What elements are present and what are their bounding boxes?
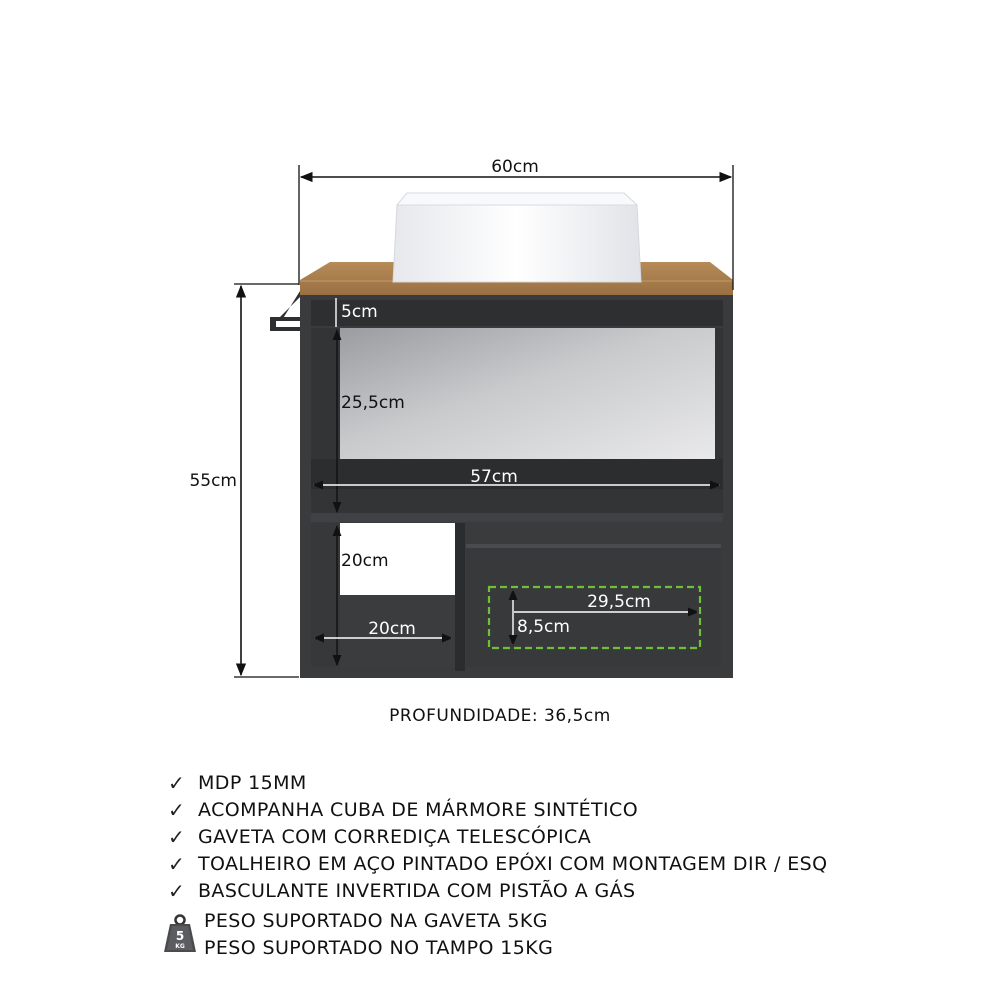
spec-text: BASCULANTE INVERTIDA COM PISTÃO A GÁS — [198, 880, 636, 902]
drawer-width-label: 29,5cm — [587, 592, 651, 612]
weight-spec-top: PESO SUPORTADO NO TAMPO 15KG — [204, 937, 554, 959]
spec-item — [168, 878, 827, 905]
checkmark-icon: ✓ — [168, 771, 186, 795]
niche-height-label: 25,5cm — [341, 393, 405, 413]
sink-basin — [393, 193, 641, 282]
weight-icon — [163, 914, 197, 954]
weight-icon-unit: KG — [175, 943, 185, 950]
checkmark-icon: ✓ — [168, 879, 186, 903]
spec-list — [168, 770, 827, 905]
spec-item — [168, 797, 827, 824]
drawer-height-label: 8,5cm — [517, 617, 570, 637]
side-niche-width-label: 20cm — [368, 619, 416, 639]
side-niche-height-label: 20cm — [341, 551, 389, 571]
weight-spec-drawer: PESO SUPORTADO NA GAVETA 5KG — [204, 910, 548, 932]
spec-text: ACOMPANHA CUBA DE MÁRMORE SINTÉTICO — [198, 799, 639, 821]
towel-bar — [270, 291, 300, 331]
checkmark-icon: ✓ — [168, 852, 186, 876]
weight-specs — [204, 908, 553, 962]
height-label: 55cm — [189, 471, 237, 491]
depth-caption: PROFUNDIDADE: 36,5cm — [389, 706, 611, 726]
checkmark-icon: ✓ — [168, 825, 186, 849]
top-gap-label: 5cm — [341, 302, 378, 322]
weight-icon-number: 5 — [175, 929, 185, 943]
inner-width-label: 57cm — [470, 467, 518, 487]
spec-item — [168, 824, 827, 851]
width-label: 60cm — [491, 157, 539, 177]
checkmark-icon: ✓ — [168, 798, 186, 822]
spec-text: GAVETA COM CORREDIÇA TELESCÓPICA — [198, 826, 592, 848]
spec-text: TOALHEIRO EM AÇO PINTADO EPÓXI COM MONTAGEM DIR / ESQ — [198, 853, 828, 875]
spec-text: MDP 15MM — [198, 772, 307, 794]
spec-item — [168, 770, 827, 797]
spec-item — [168, 851, 827, 878]
